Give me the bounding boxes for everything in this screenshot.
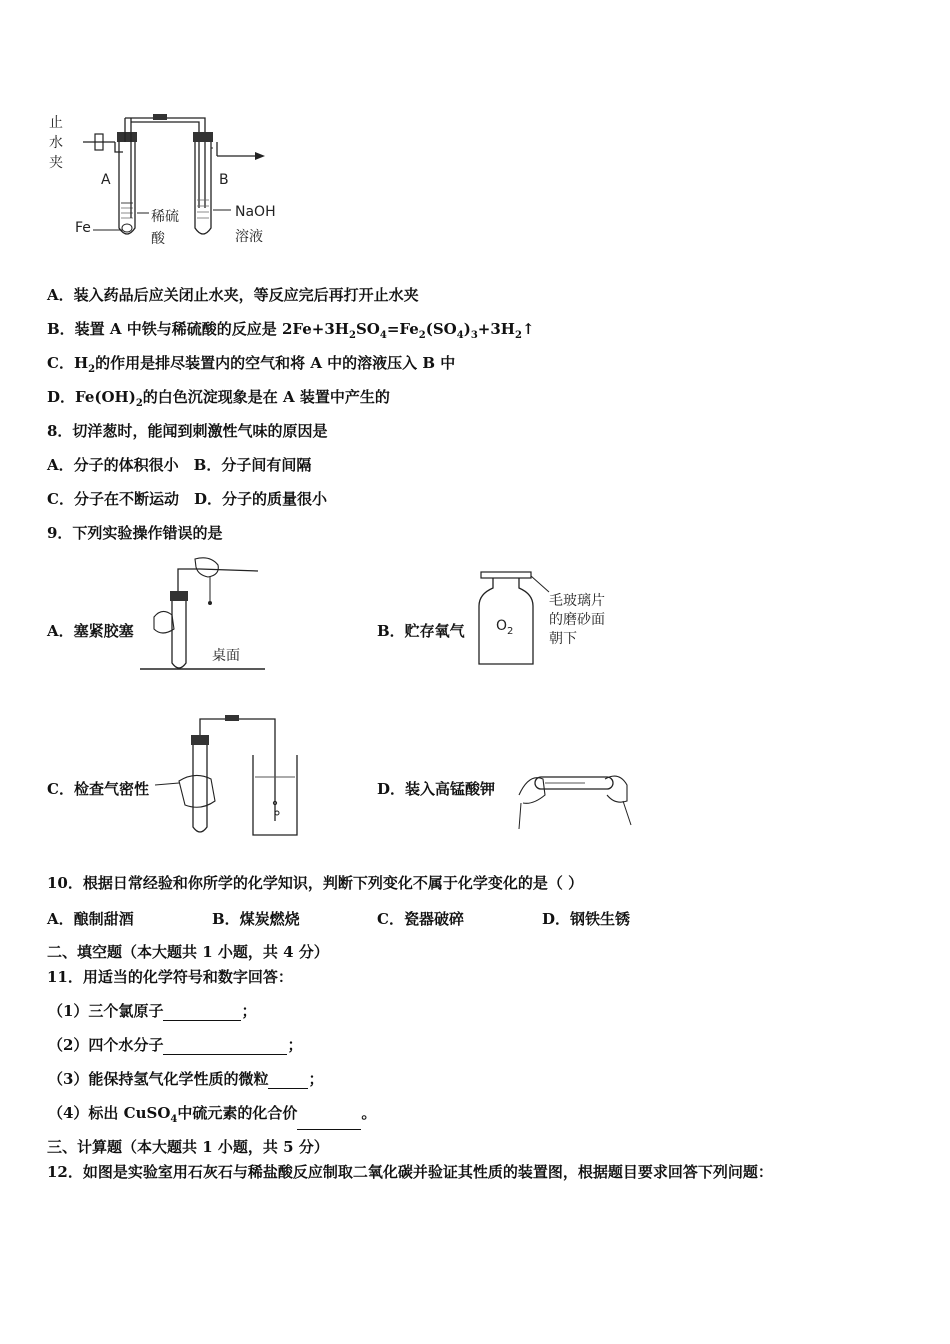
sub: 2 <box>418 330 426 341</box>
txt: (SO <box>425 320 457 338</box>
q9-stem: 9．下列实验操作错误的是 <box>47 524 223 542</box>
q11-sub-3-text: （3）能保持氢气化学性质的微粒 <box>48 1070 269 1088</box>
semicolon: ； <box>287 1036 303 1054</box>
semicolon: ； <box>308 1070 324 1088</box>
q7-option-a: A．装入药品后应关闭止水夹，等反应完后再打开止水夹 <box>47 286 419 304</box>
apparatus-figure-q7 <box>45 108 285 253</box>
q10-option-a: A．酿制甜酒 <box>47 910 134 928</box>
acid-label-2: 酸 <box>151 231 165 247</box>
txt: ) <box>463 320 471 338</box>
q8-options-row-1: A．分子的体积很小 B．分子间有间隔 <box>47 456 312 474</box>
sub: 2 <box>135 398 143 409</box>
q12-stem: 12．如图是实验室用石灰石与稀盐酸反应制取二氧化碳并验证其性质的装置图，根据题目要求回答下列问题： <box>47 1163 773 1181</box>
semicolon: ； <box>241 1002 257 1020</box>
q11-sub-2 <box>48 1035 302 1055</box>
txt: ↑ <box>521 320 535 338</box>
kmno4-drawing <box>515 765 635 835</box>
stopper-clip-label-3: 夹 <box>49 155 63 171</box>
stopper-clip-label-1: 止 <box>49 115 63 131</box>
section-2-title: 二、填空题（本大题共 1 小题，共 4 分） <box>47 943 329 961</box>
q9-figure-d <box>515 765 635 835</box>
answer-blank-4[interactable] <box>297 1113 361 1130</box>
bottle-note-1: 毛玻璃片 <box>549 593 605 609</box>
q9-option-a: A．塞紧胶塞 <box>47 622 134 640</box>
q7-option-d-rest: 的白色沉淀现象是在 A 装置中产生的 <box>142 388 390 406</box>
q11-sub-1 <box>48 1001 256 1021</box>
q9-figure-b <box>475 570 625 670</box>
q9-option-b: B．贮存氧气 <box>377 622 465 640</box>
desk-label: 桌面 <box>212 648 240 664</box>
q7-option-c <box>47 353 455 380</box>
q7-option-b <box>47 319 535 346</box>
airtightness-drawing <box>155 715 305 840</box>
sub: 4 <box>456 330 464 341</box>
bottle-note-3: 朝下 <box>549 631 577 647</box>
sub: 2 <box>514 330 522 341</box>
stopper-clip-label-2: 水 <box>49 135 63 151</box>
q8-stem: 8．切洋葱时，能闻到刺激性气味的原因是 <box>47 422 328 440</box>
txt: =Fe <box>386 320 419 338</box>
naoh-label-1: NaOH <box>235 204 276 220</box>
q7-option-d-prefix: D．Fe(OH) <box>47 388 136 406</box>
oxygen-sub: 2 <box>507 625 514 637</box>
acid-label-1: 稀硫 <box>151 209 179 225</box>
oxygen-symbol: O <box>496 618 508 634</box>
answer-blank-1[interactable] <box>163 1004 241 1021</box>
q11-sub-4-rest: 中硫元素的化合价 <box>177 1104 298 1122</box>
bottle-note-2: 的磨砂面 <box>549 612 605 628</box>
sub: 2 <box>88 364 96 375</box>
q10-option-c: C．瓷器破碎 <box>377 910 464 928</box>
fe-label: Fe <box>75 220 91 236</box>
q7-option-c-prefix: C．H <box>47 354 89 372</box>
sub: 4 <box>170 1114 178 1125</box>
naoh-label-2: 溶液 <box>235 229 263 245</box>
tube-b-label: B <box>219 172 229 188</box>
q11-sub-2-text: （2）四个水分子 <box>48 1036 164 1054</box>
q11-sub-1-text: （1）三个氯原子 <box>48 1002 164 1020</box>
q11-stem: 11．用适当的化学符号和数字回答： <box>47 968 293 986</box>
q11-sub-3 <box>48 1069 323 1089</box>
q9-option-c: C．检查气密性 <box>47 780 149 798</box>
stopper-drawing <box>140 555 265 675</box>
q9-option-d: D．装入高锰酸钾 <box>377 780 496 798</box>
period: 。 <box>361 1104 377 1122</box>
q8-options-row-2: C．分子在不断运动 D．分子的质量很小 <box>47 490 327 508</box>
q7-option-c-rest: 的作用是排尽装置内的空气和将 A 中的溶液压入 B 中 <box>95 354 456 372</box>
tube-a-label: A <box>101 172 111 188</box>
q11-sub-4-prefix: （4）标出 CuSO <box>48 1104 171 1122</box>
q9-figure-c <box>155 715 305 840</box>
oxygen-label <box>496 618 513 637</box>
sub: 4 <box>379 330 387 341</box>
txt: +3H <box>477 320 515 338</box>
txt: SO <box>355 320 380 338</box>
q10-option-b: B．煤炭燃烧 <box>212 910 300 928</box>
q7-option-d <box>47 387 390 414</box>
q11-sub-4 <box>48 1103 376 1130</box>
q10-stem: 10．根据日常经验和你所学的化学知识，判断下列变化不属于化学变化的是（ ） <box>47 874 584 892</box>
section-3-title: 三、计算题（本大题共 1 小题，共 5 分） <box>47 1138 329 1156</box>
sub: 3 <box>470 330 478 341</box>
q10-option-d: D．钢铁生锈 <box>542 910 631 928</box>
answer-blank-2[interactable] <box>163 1038 287 1055</box>
q7-option-b-prefix: B．装置 A 中铁与稀硫酸的反应是 2Fe+3H <box>47 320 349 338</box>
q9-figure-a <box>140 555 265 675</box>
sub: 2 <box>348 330 356 341</box>
answer-blank-3[interactable] <box>268 1072 308 1089</box>
